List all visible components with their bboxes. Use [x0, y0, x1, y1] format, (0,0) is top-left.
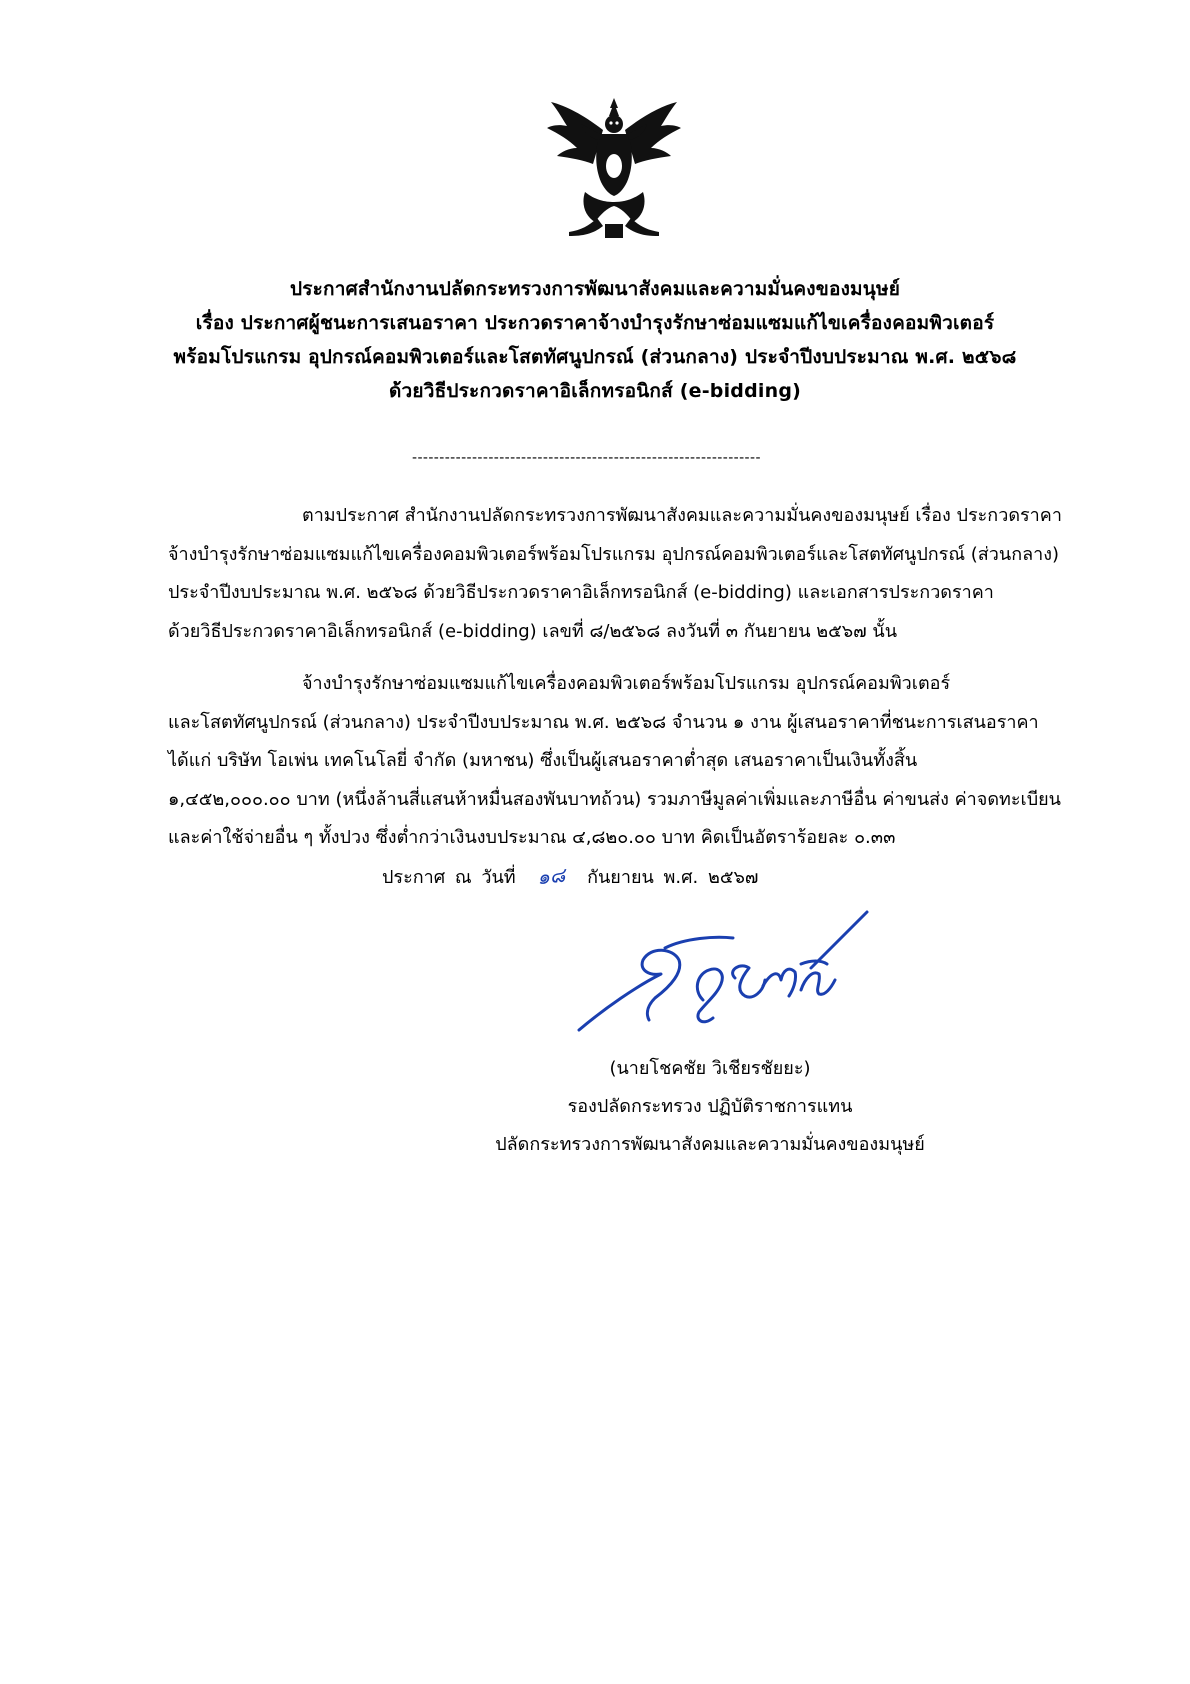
title-divider: ---------------------------------------------------------------- — [412, 450, 761, 466]
date-prefix: ประกาศ ณ วันที่ — [382, 867, 516, 888]
document-title — [150, 272, 1040, 408]
paragraph-line: ได้แก่ บริษัท โอเพ่น เทคโนโลยี่ จำกัด (มหาชน) ซึ่งเป็นผู้เสนอราคาต่ำสุด เสนอราคาเป็นเงินทั้งสิ้น — [168, 750, 918, 771]
paragraph-line: ๑,๔๕๒,๐๐๐.๐๐ บาท (หนึ่งล้านสี่แสนห้าหมื่นสองพันบาทถ้วน) รวมภาษีมูลค่าเพิ่มและภาษีอื่น ค่าขนส่ง ค่าจดทะเบียน — [168, 788, 1061, 810]
title-line-scope: พร้อมโปรแกรม อุปกรณ์คอมพิวเตอร์และโสตทัศนูปกรณ์ (ส่วนกลาง) ประจำปีงบประมาณ พ.ศ. ๒๕๖๘ — [173, 346, 1017, 368]
paragraph-line: ตามประกาศ สำนักงานปลัดกระทรวงการพัฒนาสังคมและความมั่นคงของมนุษย์ เรื่อง ประกวดราคา — [302, 505, 1062, 526]
date-month-year: กันยายน พ.ศ. ๒๕๖๗ — [587, 867, 759, 888]
announcement-date — [382, 860, 758, 892]
paragraph-line: ด้วยวิธีประกวดราคาอิเล็กทรอนิกส์ (e-bidding) เลขที่ ๘/๒๕๖๘ ลงวันที่ ๓ กันยายน ๒๕๖๗ นั้น — [168, 620, 898, 642]
signatory-position: รองปลัดกระทรวง ปฏิบัติราชการแทน — [567, 1096, 853, 1117]
title-line-method: ด้วยวิธีประกวดราคาอิเล็กทรอนิกส์ (e-bidding) — [388, 380, 802, 402]
signatory-position-on-behalf: ปลัดกระทรวงการพัฒนาสังคมและความมั่นคงของมนุษย์ — [495, 1134, 925, 1155]
date-day-handwritten: ๑๘ — [536, 862, 567, 890]
paragraph-line: ประจำปีงบประมาณ พ.ศ. ๒๕๖๘ ด้วยวิธีประกวดราคาอิเล็กทรอนิกส์ (e-bidding) และเอกสารประกวดราคา — [168, 582, 994, 603]
paragraph-line: จ้างบำรุงรักษาซ่อมแซมแก้ไขเครื่องคอมพิวเตอร์พร้อมโปรแกรม อุปกรณ์คอมพิวเตอร์และโสตทัศนูปกรณ์ (ส่วนกลาง) — [168, 543, 1060, 565]
title-line-subject: เรื่อง ประกาศผู้ชนะการเสนอราคา ประกวดราคาจ้างบำรุงรักษาซ่อมแซมแก้ไขเครื่องคอมพิวเตอร์ — [195, 312, 995, 334]
paragraph-line: จ้างบำรุงรักษาซ่อมแซมแก้ไขเครื่องคอมพิวเตอร์พร้อมโปรแกรม อุปกรณ์คอมพิวเตอร์ — [302, 673, 951, 694]
body-paragraph-reference — [168, 497, 1080, 651]
body-paragraph-award — [168, 665, 1080, 858]
title-line-agency: ประกาศสำนักงานปลัดกระทรวงการพัฒนาสังคมและความมั่นคงของมนุษย์ — [289, 278, 901, 300]
signatory-block — [470, 1050, 950, 1164]
paragraph-line: และค่าใช้จ่ายอื่น ๆ ทั้งปวง ซึ่งต่ำกว่าเงินงบประมาณ ๔,๘๒๐.๐๐ บาท คิดเป็นอัตราร้อยละ ๐.๓๓ — [168, 827, 896, 848]
garuda-emblem-icon — [545, 96, 683, 244]
handwritten-signature-icon — [575, 908, 875, 1048]
paragraph-line: และโสตทัศนูปกรณ์ (ส่วนกลาง) ประจำปีงบประมาณ พ.ศ. ๒๕๖๘ จำนวน ๑ งาน ผู้เสนอราคาที่ชนะการเสนอราคา — [168, 711, 1039, 733]
signatory-name: (นายโชคชัย วิเชียรชัยยะ) — [609, 1058, 811, 1079]
